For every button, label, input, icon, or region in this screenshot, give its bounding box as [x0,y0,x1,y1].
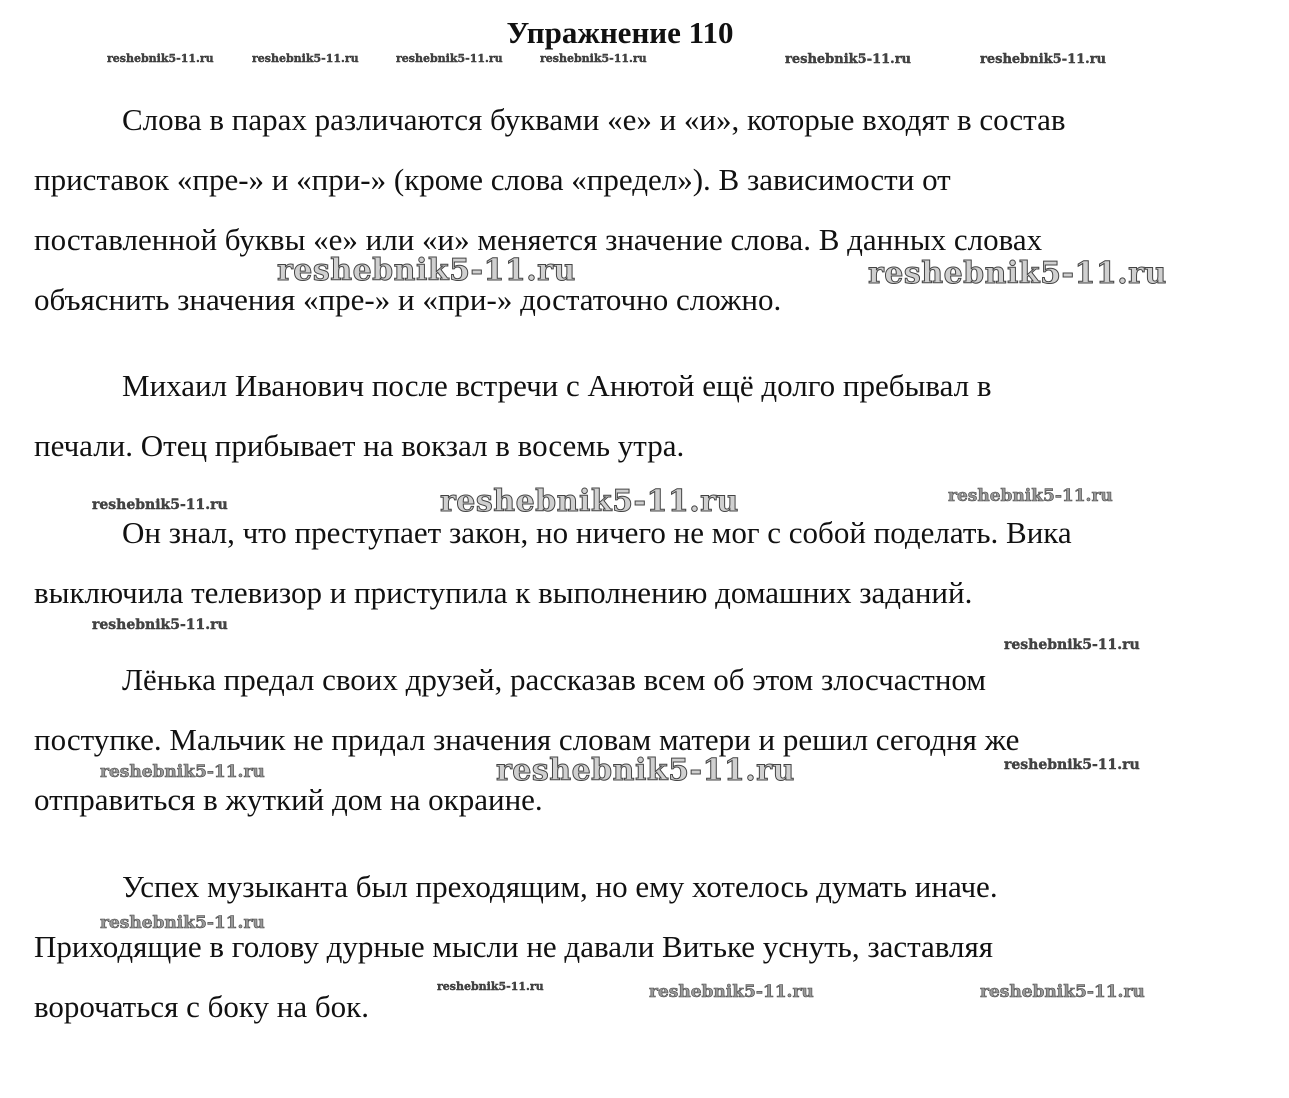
text-line: ворочаться с боку на бок. [34,989,369,1024]
text-line: Он знал, что преступает закон, но ничего не мог с собой поделать. Вика [122,515,1072,550]
paragraph-1 [34,90,1244,330]
watermark: reshebnik5-11.ru [107,52,214,65]
watermark: reshebnik5-11.ru [948,486,1113,506]
text-line: Лёнька предал своих друзей, рассказав всем об этом злосчастном [122,662,986,697]
text-line: выключила телевизор и приступила к выполнению домашних заданий. [34,575,973,610]
watermark: reshebnik5-11.ru [92,497,228,513]
watermark: reshebnik5-11.ru [540,52,647,65]
text-line: Успех музыканта был преходящим, но ему хотелось думать иначе. [122,869,998,904]
watermark: reshebnik5-11.ru [100,762,265,782]
paragraph-2 [34,356,1244,476]
text-line: поставленной буквы «е» или «и» меняется значение слова. В данных словах [34,222,1043,257]
watermark: reshebnik5-11.ru [277,253,576,288]
text-line: печали. Отец прибывает на вокзал в восемь утра. [34,428,685,463]
watermark: reshebnik5-11.ru [1004,637,1140,653]
paragraph-3 [34,503,1244,623]
watermark: reshebnik5-11.ru [868,256,1167,291]
watermark: reshebnik5-11.ru [980,982,1145,1002]
watermark: reshebnik5-11.ru [437,980,544,993]
paragraph-5 [34,857,1244,1037]
text-line: отправиться в жуткий дом на окраине. [34,782,543,817]
text-line: Приходящие в голову дурные мысли не давали Витьке уснуть, заставляя [34,929,993,964]
watermark: reshebnik5-11.ru [496,753,795,788]
watermark: reshebnik5-11.ru [92,617,228,633]
watermark: reshebnik5-11.ru [396,52,503,65]
watermark: reshebnik5-11.ru [649,982,814,1002]
watermark: reshebnik5-11.ru [252,52,359,65]
watermark: reshebnik5-11.ru [440,484,739,519]
text-line: приставок «пре-» и «при-» (кроме слова «предел»). В зависимости от [34,162,951,197]
paragraph-4 [34,650,1244,830]
text-line: поступке. Мальчик не придал значения словам матери и решил сегодня же [34,722,1020,757]
text-line: Слова в парах различаются буквами «е» и «и», которые входят в состав [122,102,1066,137]
watermark: reshebnik5-11.ru [1004,757,1140,773]
watermark: reshebnik5-11.ru [980,52,1107,67]
watermark: reshebnik5-11.ru [785,52,912,67]
exercise-title: Упражнение 110 [506,15,734,50]
text-line: Михаил Иванович после встречи с Анютой ещё долго пребывал в [122,368,992,403]
text-line: объяснить значения «пре-» и «при-» достаточно сложно. [34,282,782,317]
watermark: reshebnik5-11.ru [100,913,265,933]
